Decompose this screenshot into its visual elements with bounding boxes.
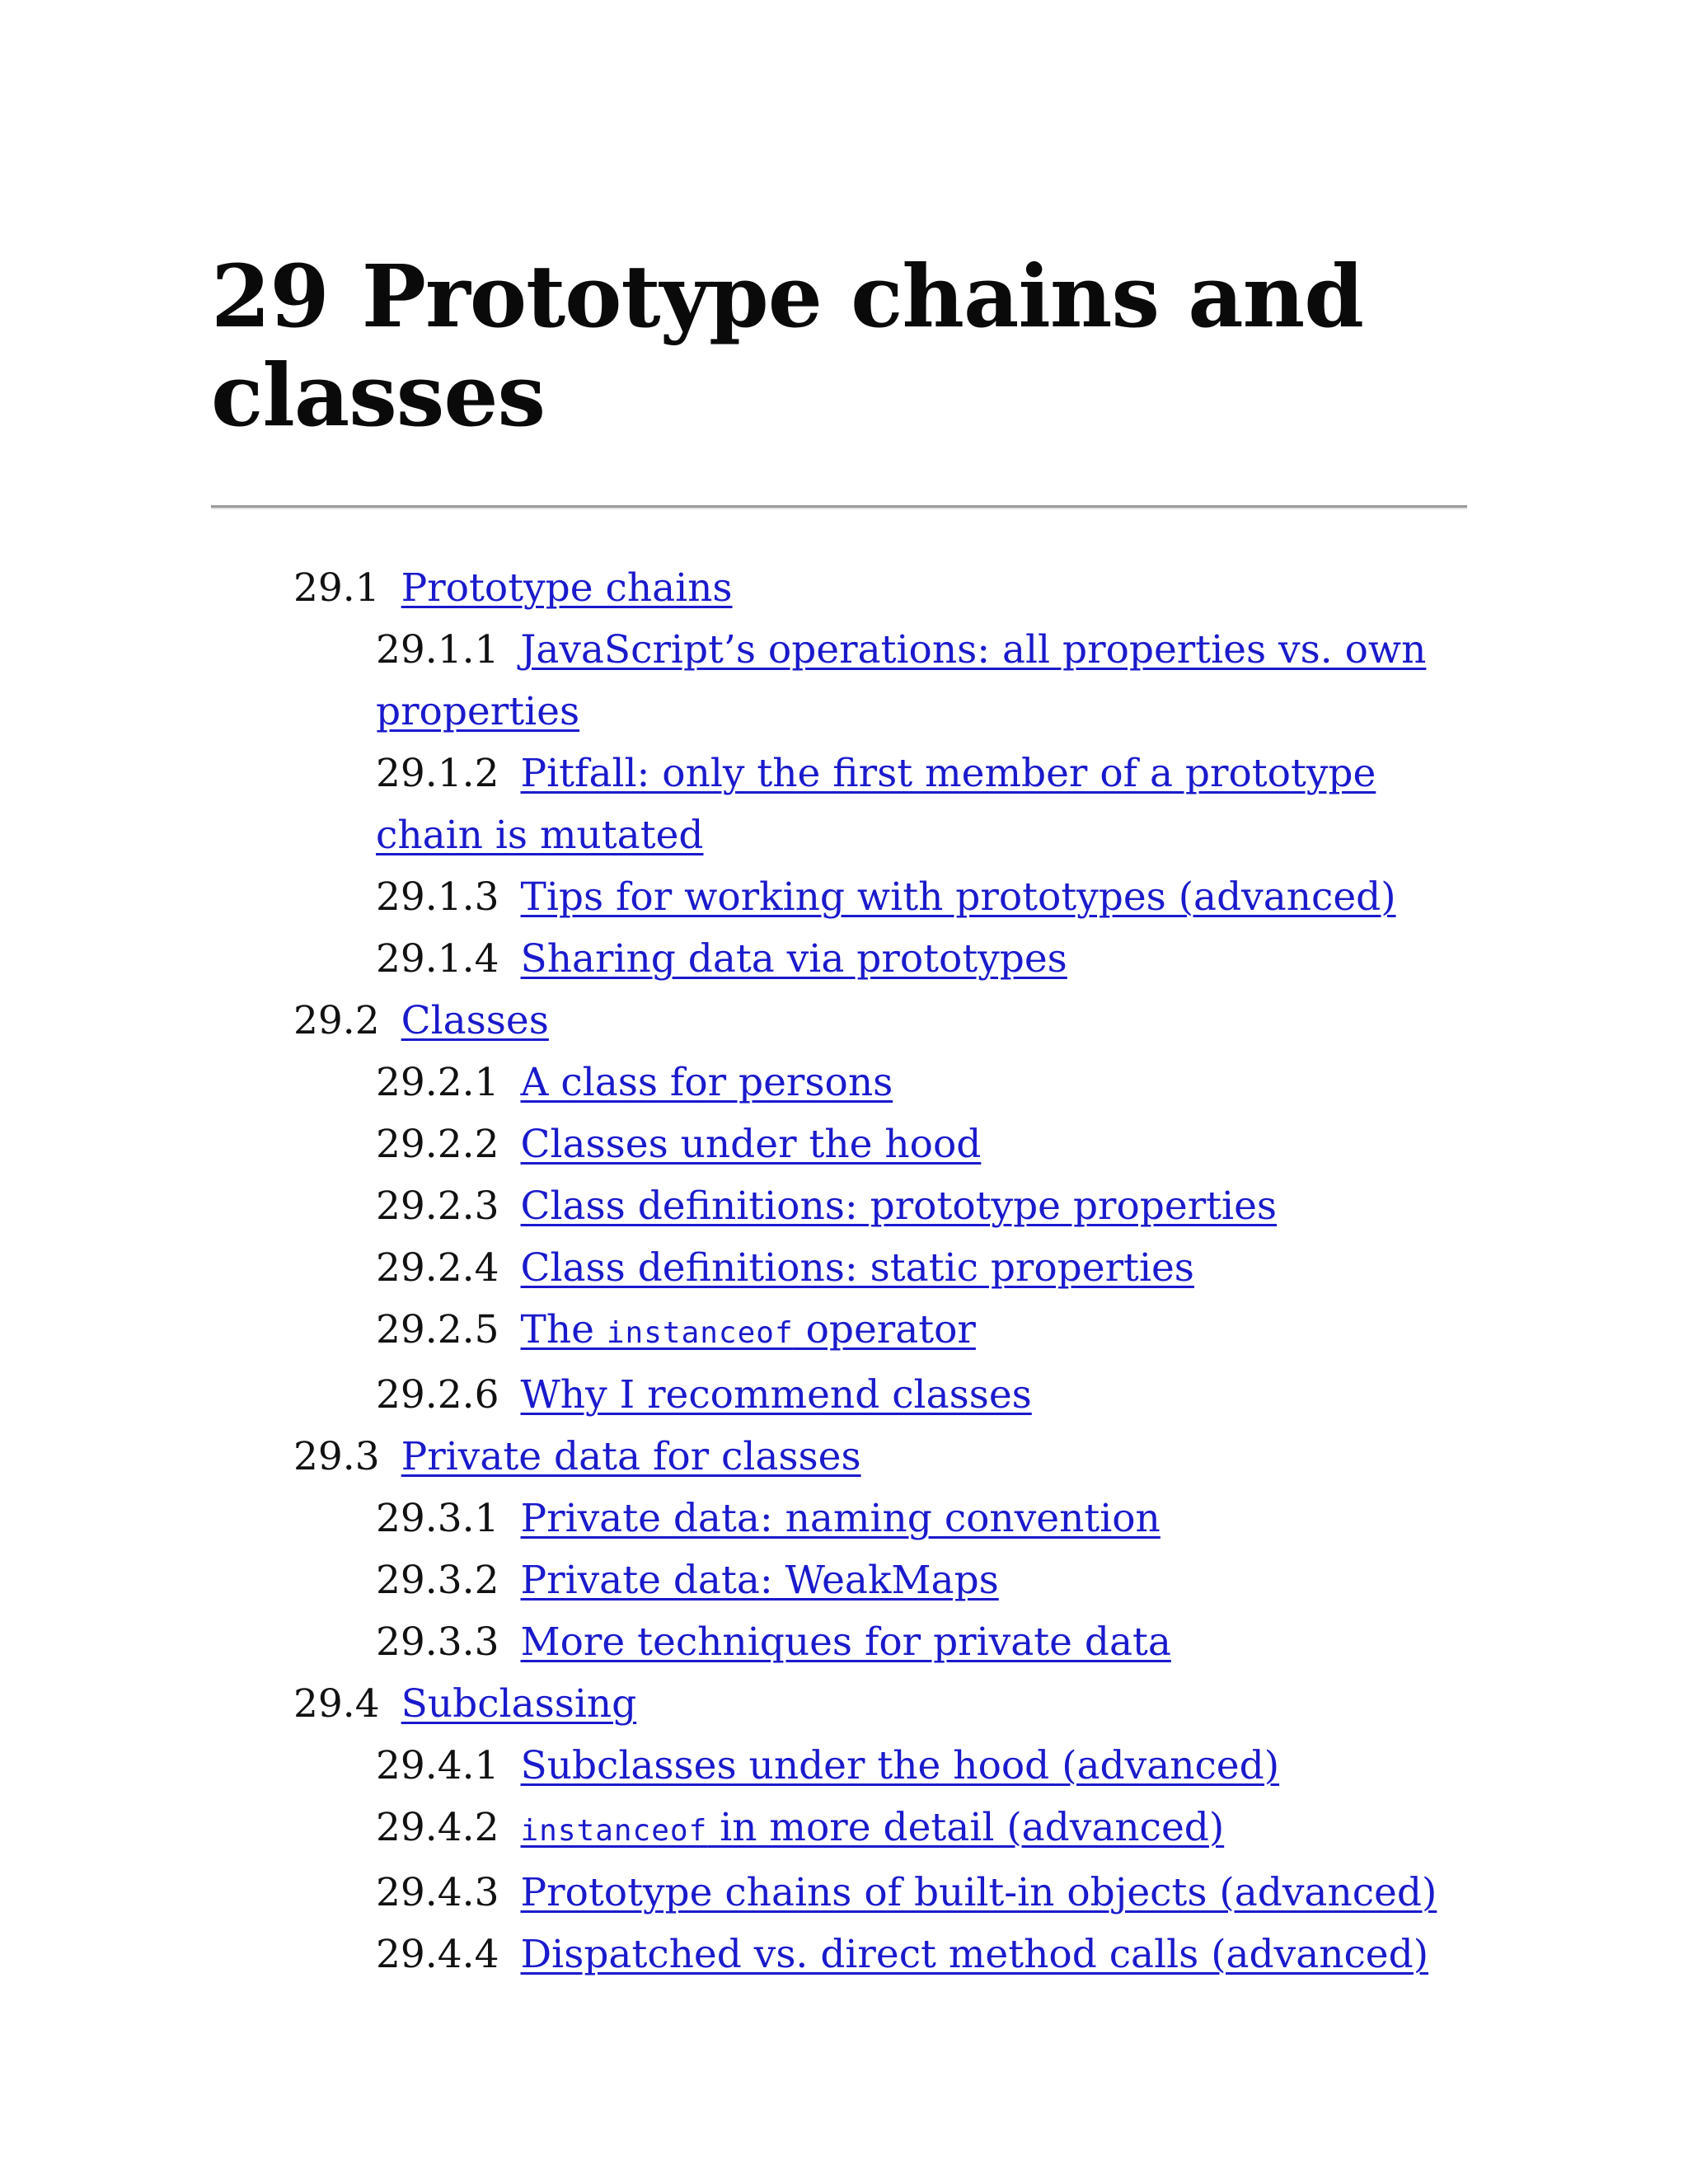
section-number: 29.1.4	[376, 936, 499, 982]
toc-link[interactable]	[376, 751, 1376, 858]
toc-link[interactable]	[521, 1372, 1032, 1418]
section-number: 29.3.1	[376, 1496, 499, 1541]
toc-entry	[0, 1052, 1688, 1113]
section-number: 29.3.2	[376, 1558, 499, 1603]
toc-link-text: Private data: naming convention	[520, 1496, 1160, 1541]
chapter-title-text: Prototype chains and classes	[211, 246, 1363, 446]
toc-link[interactable]	[401, 1681, 637, 1727]
toc-link[interactable]	[521, 1245, 1194, 1291]
toc-entry	[0, 1364, 1688, 1426]
toc-link[interactable]	[401, 1434, 861, 1479]
toc-link-text: Why I recommend classes	[520, 1372, 1032, 1418]
section-number: 29.3.3	[376, 1619, 499, 1665]
toc-link[interactable]	[401, 565, 733, 611]
toc-link[interactable]	[376, 627, 1426, 734]
section-number: 29.2.4	[376, 1245, 499, 1291]
toc-link-text: Subclasses under the hood (advanced)	[520, 1743, 1280, 1788]
table-of-contents	[0, 557, 1688, 1985]
title-divider	[211, 505, 1467, 509]
toc-entry	[0, 1611, 1688, 1673]
section-number: 29.1.1	[376, 627, 499, 673]
section-number: 29.2.5	[376, 1307, 499, 1352]
toc-entry	[0, 1426, 1688, 1488]
toc-link[interactable]	[521, 1932, 1429, 1977]
section-number: 29.4.2	[376, 1805, 499, 1850]
toc-entry	[0, 619, 1688, 743]
toc-entry	[0, 1175, 1688, 1237]
section-number: 29.4	[293, 1681, 380, 1727]
toc-link[interactable]	[521, 936, 1067, 982]
toc-entry	[0, 1113, 1688, 1175]
toc-link[interactable]	[521, 1870, 1437, 1915]
toc-link-text: Dispatched vs. direct method calls (advanced)	[520, 1932, 1429, 1977]
toc-entry	[0, 1299, 1688, 1364]
toc-link-text: operator	[793, 1307, 976, 1352]
toc-link[interactable]	[521, 1743, 1280, 1788]
toc-entry	[0, 928, 1688, 990]
section-number: 29.2	[293, 998, 380, 1043]
toc-link[interactable]	[521, 1183, 1278, 1229]
toc-link-text: The	[520, 1307, 607, 1352]
toc-entry	[0, 1488, 1688, 1549]
toc-entry	[0, 1735, 1688, 1797]
section-number: 29.2.1	[376, 1060, 499, 1105]
toc-link-text: in more detail (advanced)	[707, 1805, 1225, 1850]
section-number: 29.1.3	[376, 874, 499, 920]
toc-entry	[0, 1237, 1688, 1299]
toc-link-text: Sharing data via prototypes	[520, 936, 1067, 982]
toc-link[interactable]	[521, 1558, 999, 1603]
toc-link[interactable]	[521, 1805, 1225, 1850]
section-number: 29.4.1	[376, 1743, 499, 1788]
toc-link-text: Private data: WeakMaps	[520, 1558, 999, 1603]
section-number: 29.1	[293, 565, 380, 611]
toc-entry	[0, 1797, 1688, 1862]
code-keyword: instanceof	[520, 1814, 708, 1848]
toc-link[interactable]	[521, 1307, 976, 1352]
toc-link-text: Prototype chains	[401, 565, 733, 611]
toc-entry	[0, 557, 1688, 619]
toc-link[interactable]	[521, 1060, 893, 1105]
chapter-number: 29	[211, 246, 329, 347]
toc-link[interactable]	[401, 998, 549, 1043]
toc-link[interactable]	[521, 874, 1396, 920]
toc-link-text: Tips for working with prototypes (advanced)	[520, 874, 1396, 920]
toc-link-text: Classes	[401, 998, 549, 1043]
toc-link-text: A class for persons	[520, 1060, 893, 1105]
section-number: 29.4.3	[376, 1870, 499, 1915]
section-number: 29.3	[293, 1434, 380, 1479]
toc-link-text: Classes under the hood	[520, 1122, 982, 1167]
toc-link-text: Private data for classes	[401, 1434, 861, 1479]
toc-entry	[0, 1673, 1688, 1735]
section-number: 29.2.2	[376, 1122, 499, 1167]
toc-link-text: Prototype chains of built-in objects (advanced)	[520, 1870, 1437, 1915]
toc-link[interactable]	[521, 1496, 1160, 1541]
toc-entry	[0, 1549, 1688, 1611]
toc-link[interactable]	[521, 1619, 1171, 1665]
toc-link-text: Pitfall: only the first member of a prototype chain is mutated	[376, 751, 1376, 858]
toc-link-text: JavaScript’s operations: all properties vs. own properties	[376, 627, 1427, 734]
section-number: 29.4.4	[376, 1932, 499, 1977]
toc-entry	[0, 1862, 1688, 1924]
section-number: 29.1.2	[376, 751, 499, 796]
toc-entry	[0, 990, 1688, 1052]
section-number: 29.2.6	[376, 1372, 499, 1418]
toc-entry	[0, 866, 1688, 928]
section-number: 29.2.3	[376, 1183, 499, 1229]
toc-link-text: Subclassing	[401, 1681, 637, 1727]
toc-entry	[0, 1924, 1688, 1985]
toc-link-text: More techniques for private data	[520, 1619, 1171, 1665]
toc-link[interactable]	[521, 1122, 982, 1167]
toc-link-text: Class definitions: static properties	[520, 1245, 1194, 1291]
toc-entry	[0, 743, 1688, 866]
chapter-title	[211, 247, 1497, 445]
code-keyword: instanceof	[606, 1316, 794, 1350]
toc-link-text: Class definitions: prototype properties	[520, 1183, 1278, 1229]
